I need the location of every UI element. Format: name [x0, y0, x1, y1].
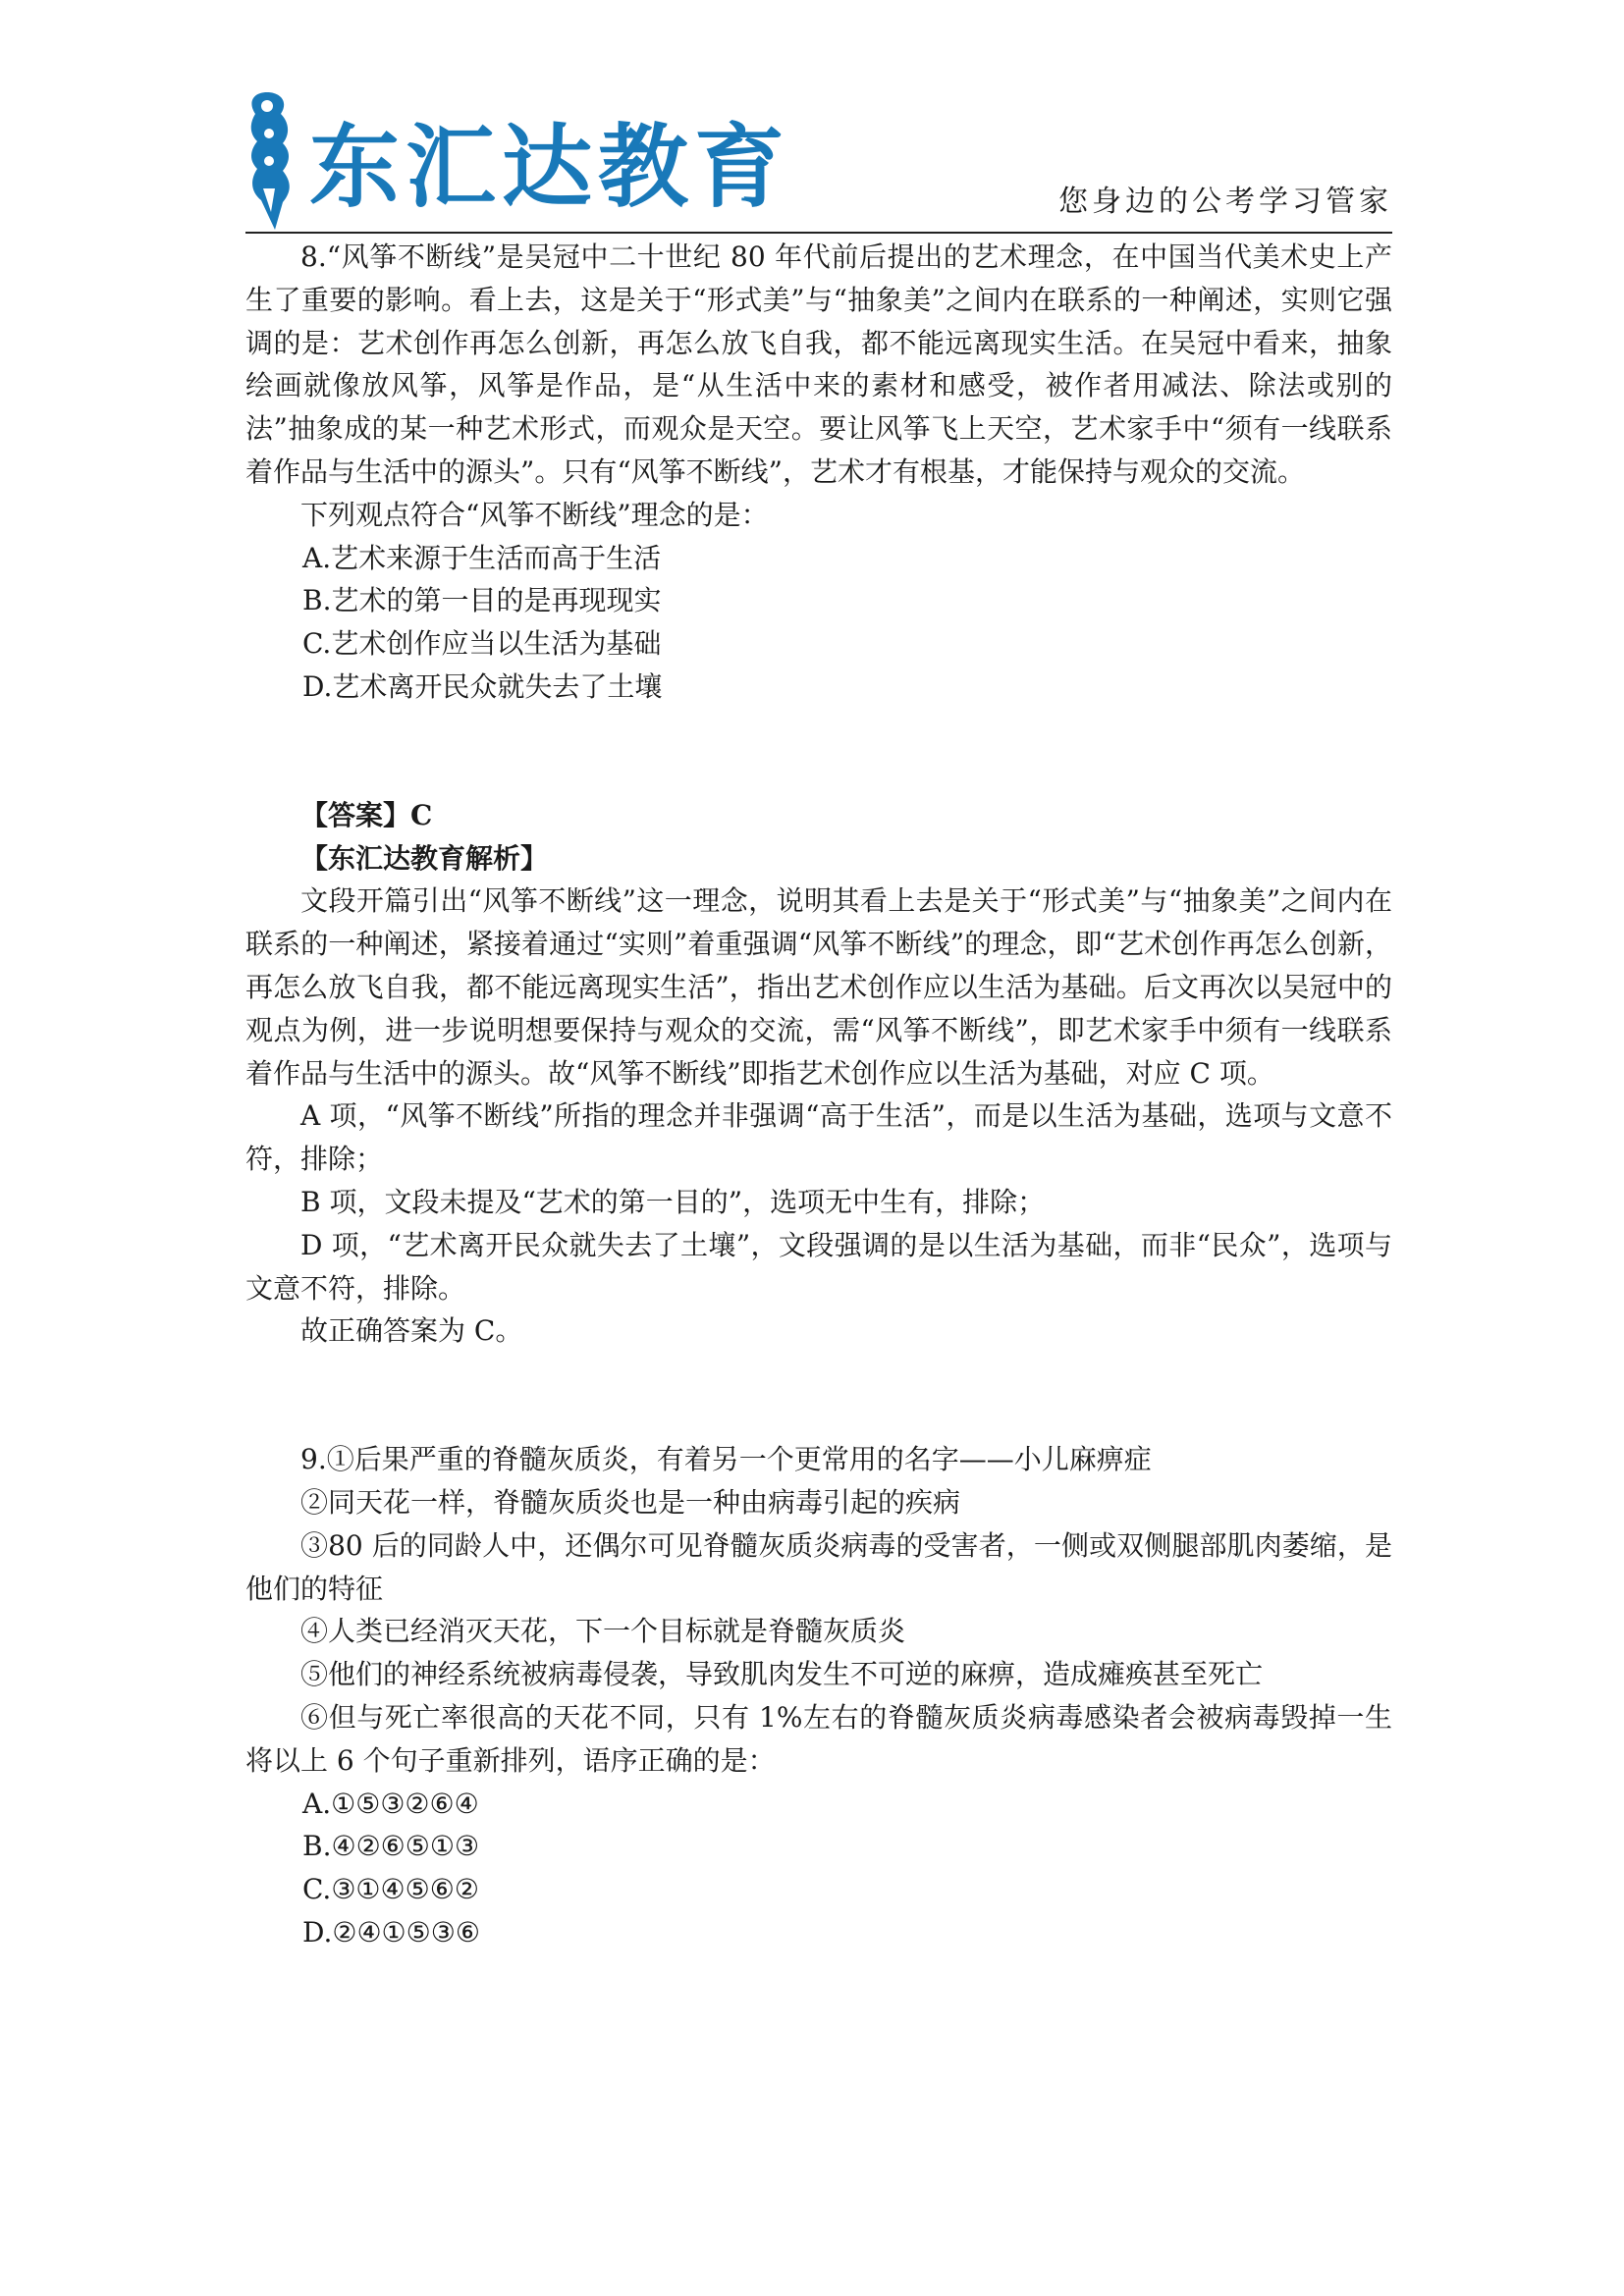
- q8-analysis-option-a: A 项，“风筝不断线”所指的理念并非强调“高于生活”，而是以生活为基础，选项与文意不符，排除；: [245, 1099, 1392, 1176]
- document-body: [245, 236, 1392, 1954]
- header-tagline: 您身边的公考学习管家: [1058, 185, 1392, 219]
- q9-sentence-1: 9.①后果严重的脊髓灰质炎，有着另一个更常用的名字——小儿麻痹症: [300, 1443, 1152, 1476]
- q8-option-c: C.艺术创作应当以生活为基础: [302, 627, 662, 661]
- spacer: [245, 1353, 1392, 1438]
- pen-nib-icon: [245, 86, 314, 234]
- spacer: [245, 709, 1392, 794]
- q8-analysis-paragraph: 文段开篇引出“风筝不断线”这一理念，说明其看上去是关于“形式美”与“抽象美”之间内在联系的一种阐述，紧接着通过“实则”着重强调“风筝不断线”的理念，即“艺术创作再怎么创新，再怎么放飞自我，都不能远离现实生活”，指出艺术创作应以生活为基础。后文再次以吴冠中的观点为例，进一步说明想要保持与观众的交流，需“风筝不断线”，即艺术家手中须有一线联系着作品与生活中的源头。故“风筝不断线”即指艺术创作应以生活为基础，对应 C 项。: [245, 884, 1392, 1090]
- q9-sentence-4: ④人类已经消灭天花，下一个目标就是脊髓灰质炎: [300, 1615, 906, 1648]
- q8-analysis-option-b: B 项，文段未提及“艺术的第一目的”，选项无中生有，排除；: [300, 1185, 1046, 1218]
- q8-answer: 【答案】C: [300, 798, 433, 831]
- q8-option-d: D.艺术离开民众就失去了土壤: [302, 669, 663, 703]
- q9-sentence-2: ②同天花一样，脊髓灰质炎也是一种由病毒引起的疾病: [300, 1485, 961, 1519]
- q9-option-a: A.①⑤③②⑥④: [302, 1787, 479, 1820]
- q9-sentence-6: ⑥但与死亡率很高的天花不同，只有 1%左右的脊髓灰质炎病毒感染者会被病毒毁掉一生将以上 6 个句子重新排列，语序正确的是：: [245, 1700, 1392, 1777]
- q8-passage: 8.“风筝不断线”是吴冠中二十世纪 80 年代前后提出的艺术理念，在中国当代美术史上产生了重要的影响。看上去，这是关于“形式美”与“抽象美”之间内在联系的一种阐述，实则它强调的是：艺术创作再怎么创新，再怎么放飞自我，都不能远离现实生活。在吴冠中看来，抽象绘画就像放风筝，风筝是作品，是“从生活中来的素材和感受，被作者用减法、除法或别的法”抽象成的某一种艺术形式，而观众是天空。要让风筝飞上天空，艺术家手中“须有一线联系着作品与生活中的源头”。只有“风筝不断线”，艺术才有根基，才能保持与观众的交流。: [245, 240, 1392, 488]
- brand-logo: [245, 86, 835, 234]
- q8-question: 下列观点符合“风筝不断线”理念的是：: [300, 498, 769, 531]
- q8-analysis-heading: 【东汇达教育解析】: [300, 841, 549, 875]
- q9-option-c: C.③①④⑤⑥②: [302, 1873, 479, 1906]
- q8-option-b: B.艺术的第一目的是再现现实: [302, 584, 662, 617]
- q9-sentence-5: ⑤他们的神经系统被病毒侵袭，导致肌肉发生不可逆的麻痹，造成瘫痪甚至死亡: [300, 1658, 1264, 1691]
- q8-analysis-conclusion: 故正确答案为 C。: [300, 1314, 523, 1348]
- q8-option-a: A.艺术来源于生活而高于生活: [302, 541, 662, 574]
- brand-name: 东汇达教育: [309, 115, 791, 220]
- q9-option-d: D.②④①⑤③⑥: [302, 1915, 480, 1949]
- q8-analysis-option-d: D 项，“艺术离开民众就失去了土壤”，文段强调的是以生活为基础，而非“民众”，选项与文意不符，排除。: [245, 1228, 1392, 1305]
- page-header: [245, 86, 1392, 234]
- q9-sentence-3: ③80 后的同龄人中，还偶尔可见脊髓灰质炎病毒的受害者，一侧或双侧腿部肌肉萎缩，是他们的特征: [245, 1528, 1392, 1605]
- header-divider: [245, 232, 1392, 234]
- q9-option-b: B.④②⑥⑤①③: [302, 1830, 480, 1863]
